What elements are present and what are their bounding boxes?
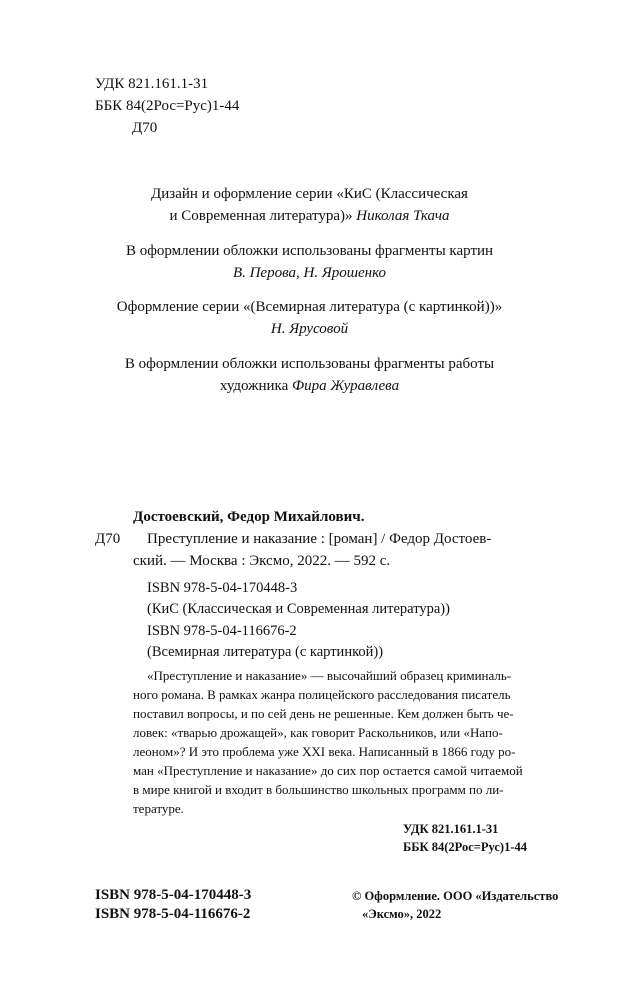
credit-4-line2 bbox=[0, 375, 619, 397]
catalog-series-1: (КиС (Классическая и Современная литература)) bbox=[147, 601, 450, 617]
catalog-code: Д70 bbox=[95, 531, 121, 547]
catalog-entry-line2: ский. — Москва : Эксмо, 2022. — 592 с. bbox=[133, 553, 391, 569]
credit-1-line2 bbox=[0, 205, 619, 227]
catalog-isbn-1: ISBN 978-5-04-170448-3 bbox=[147, 580, 298, 596]
credit-4-name: Фира Журавлева bbox=[292, 378, 400, 394]
credit-3-line1: Оформление серии «(Всемирная литература (с картинкой))» bbox=[116, 299, 503, 315]
udk-code: УДК 821.161.1-31 bbox=[95, 76, 209, 92]
footer-isbn-2: ISBN 978-5-04-116676-2 bbox=[95, 906, 251, 922]
catalog-udk: УДК 821.161.1-31 bbox=[403, 822, 499, 836]
catalog-author: Достоевский, Федор Михайлович. bbox=[133, 509, 365, 525]
credit-1-line1: Дизайн и оформление серии «КиС (Классическая bbox=[151, 186, 468, 202]
annotation-line: ного романа. В рамках жанра полицейского расследования писатель bbox=[133, 687, 511, 702]
catalog-isbn-2: ISBN 978-5-04-116676-2 bbox=[147, 623, 297, 639]
author-mark: Д70 bbox=[132, 120, 158, 136]
credit-2-line2 bbox=[0, 262, 619, 284]
annotation-line: ман «Преступление и наказание» до сих пор остается самой читаемой bbox=[133, 763, 523, 778]
credit-3-line2 bbox=[0, 318, 619, 340]
annotation-line: ловек: «тварью дрожащей», как говорит Раскольников, или «Напо- bbox=[133, 725, 503, 740]
credit-1-text: и Современная литература)» bbox=[169, 208, 357, 224]
credit-4-line1: В оформлении обложки использованы фрагменты работы bbox=[124, 356, 495, 372]
annotation-line: «Преступление и наказание» — высочайший образец криминаль- bbox=[147, 668, 512, 683]
credit-1-name: Николая Ткача bbox=[356, 208, 450, 224]
credit-3-name: Н. Ярусовой bbox=[270, 321, 349, 337]
annotation-line: в мире книгой и входит в большинство школьных программ по ли- bbox=[133, 782, 504, 797]
catalog-bbk: ББК 84(2Рос=Рус)1-44 bbox=[403, 840, 527, 854]
catalog-series-2: (Всемирная литература (с картинкой)) bbox=[147, 644, 384, 660]
copyright-line2: «Эксмо», 2022 bbox=[362, 907, 442, 921]
annotation-line: поставил вопросы, и по сей день не решенные. Кем должен быть че- bbox=[133, 706, 514, 721]
annotation-line: тературе. bbox=[133, 801, 184, 816]
footer-isbn-1: ISBN 978-5-04-170448-3 bbox=[95, 887, 252, 903]
bbk-code: ББК 84(2Рос=Рус)1-44 bbox=[95, 98, 240, 114]
credit-2-name: В. Перова, Н. Ярошенко bbox=[232, 265, 387, 281]
credit-4-text: художника bbox=[219, 378, 293, 394]
copyright-line1: © Оформление. ООО «Издательство bbox=[352, 889, 559, 903]
catalog-entry-line1: Преступление и наказание : [роман] / Федор Достоев- bbox=[147, 531, 492, 547]
credit-2-line1: В оформлении обложки использованы фрагменты картин bbox=[125, 243, 494, 259]
annotation-line: леоном»? И это проблема уже XXI века. Написанный в 1866 году ро- bbox=[133, 744, 516, 759]
